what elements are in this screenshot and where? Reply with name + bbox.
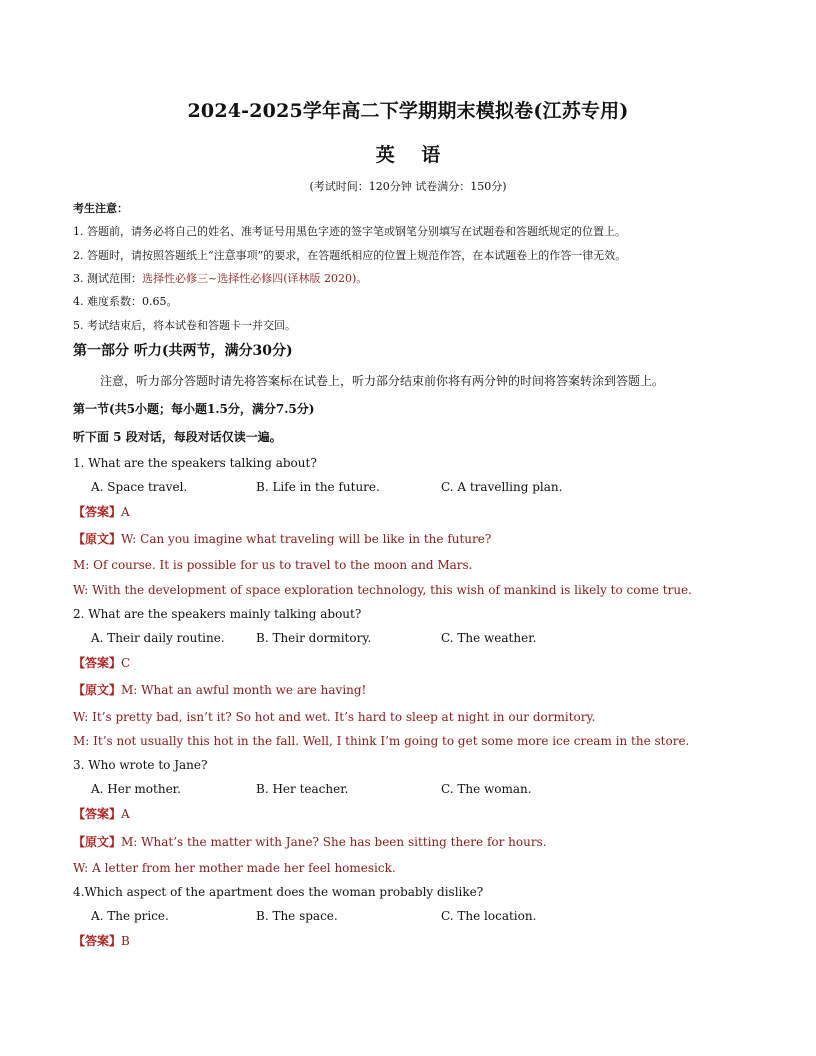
question-1-answer	[73, 504, 130, 520]
question-1-option-c: C. A travelling plan.	[441, 480, 563, 494]
question-4-option-a: A. The price.	[91, 909, 169, 923]
question-3-stem: 3. Who wrote to Jane?	[73, 758, 208, 772]
notice-item-3-prefix: 3. 测试范围：	[73, 272, 142, 285]
page-title: 2024-2025学年高二下学期期末模拟卷(江苏专用)	[187, 100, 629, 122]
transcript-label: 【原文】	[73, 532, 122, 546]
transcript-line: W: A letter from her mother made her feel homesick.	[73, 861, 396, 875]
transcript-label: 【原文】	[73, 683, 122, 697]
notice-item-4: 4. 难度系数：0.65。	[73, 295, 178, 308]
section1-heading: 第一节(共5小题；每小题1.5分，满分7.5分)	[73, 402, 315, 416]
question-2-transcript	[73, 682, 366, 698]
question-1-option-a: A. Space travel.	[91, 480, 188, 494]
question-3-option-b: B. Her teacher.	[256, 782, 349, 796]
question-2-option-c: C. The weather.	[441, 631, 537, 645]
notice-item-5: 5. 考试结束后，将本试卷和答题卡一并交回。	[73, 319, 296, 332]
section1-instruction: 听下面 5 段对话，每段对话仅读一遍。	[73, 430, 282, 444]
transcript-line: W: With the development of space exploration technology, this wish of mankind is likely to come true.	[73, 583, 692, 597]
transcript-label: 【原文】	[73, 835, 122, 849]
exam-info: (考试时间：120分钟 试卷满分：150分)	[309, 180, 507, 193]
question-1-option-b: B. Life in the future.	[256, 480, 380, 494]
transcript-line: W: Can you imagine what traveling will be like in the future?	[121, 532, 492, 546]
transcript-line: M: Of course. It is possible for us to travel to the moon and Mars.	[73, 558, 473, 572]
answer-value: B	[121, 934, 130, 948]
answer-value: C	[121, 656, 131, 670]
transcript-line: M: It’s not usually this hot in the fall. Well, I think I’m going to get some more ice cream in the store.	[73, 734, 690, 748]
question-3-option-c: C. The woman.	[441, 782, 532, 796]
answer-label: 【答案】	[73, 807, 122, 821]
notice-item-3-suffix: 。	[356, 272, 368, 285]
question-3-transcript	[73, 834, 547, 850]
question-4-answer	[73, 933, 130, 949]
subject-title: 英 语	[375, 144, 451, 166]
answer-label: 【答案】	[73, 934, 122, 948]
test-scope: 选择性必修三~选择性必修四(译林版 2020)	[142, 272, 357, 285]
answer-label: 【答案】	[73, 505, 122, 519]
part1-heading: 第一部分 听力(共两节，满分30分)	[73, 343, 293, 359]
question-1-transcript	[73, 531, 491, 547]
question-2-answer	[73, 655, 130, 671]
transcript-line: M: What an awful month we are having!	[121, 683, 367, 697]
answer-label: 【答案】	[73, 656, 122, 670]
question-2-stem: 2. What are the speakers mainly talking about?	[73, 607, 362, 621]
question-4-stem: 4.Which aspect of the apartment does the woman probably dislike?	[73, 885, 484, 899]
question-2-option-a: A. Their daily routine.	[91, 631, 225, 645]
question-2-option-b: B. Their dormitory.	[256, 631, 372, 645]
notice-item-3	[73, 271, 367, 287]
answer-value: A	[121, 505, 130, 519]
part1-instruction: 注意，听力部分答题时请先将答案标在试卷上，听力部分结束前你将有两分钟的时间将答案转涂到答题上。	[100, 374, 665, 388]
transcript-line: M: What’s the matter with Jane? She has been sitting there for hours.	[121, 835, 547, 849]
question-4-option-b: B. The space.	[256, 909, 338, 923]
question-3-answer	[73, 806, 130, 822]
notice-item-1: 1. 答题前，请务必将自己的姓名、准考证号用黑色字迹的签字笔或钢笔分别填写在试题卷和答题纸规定的位置上。	[73, 225, 626, 238]
transcript-line: W: It’s pretty bad, isn’t it? So hot and wet. It’s hard to sleep at night in our dormitory.	[73, 710, 596, 724]
notice-item-2: 2. 答题时，请按照答题纸上“注意事项”的要求，在答题纸相应的位置上规范作答，在本试题卷上的作答一律无效。	[73, 249, 627, 262]
question-3-option-a: A. Her mother.	[91, 782, 181, 796]
question-1-stem: 1. What are the speakers talking about?	[73, 456, 317, 470]
question-4-option-c: C. The location.	[441, 909, 537, 923]
answer-value: A	[121, 807, 130, 821]
notice-heading: 考生注意：	[73, 202, 128, 215]
